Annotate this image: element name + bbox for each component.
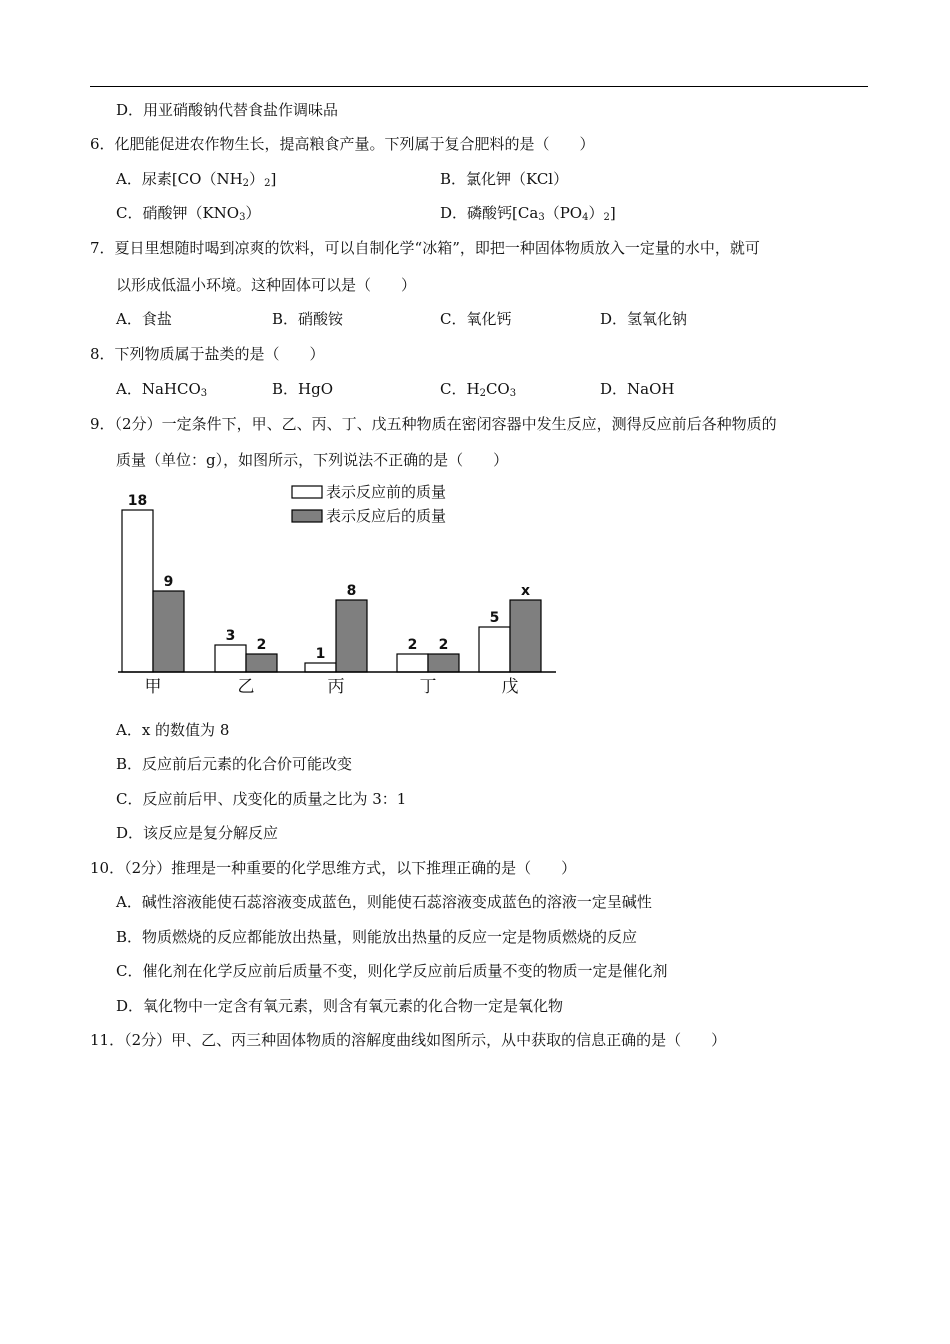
bar-label-after-1: 9 [163,574,174,590]
q7-stem-line2: 以形成低温小环境。这种固体可以是（ ） [116,276,417,294]
legend-swatch-after [292,510,322,522]
legend-swatch-before [292,486,322,498]
legend-label-before: 表示反应前的质量 [326,483,447,501]
q11-stem: 11．（2分）甲、乙、丙三种固体物质的溶解度曲线如图所示，从中获取的信息正确的是（ ） [90,1031,727,1049]
bar-after-2 [246,654,277,672]
q8-option-d: D．NaOH [600,380,675,398]
bar-label-before-2: 3 [225,628,236,644]
category-label-5: 戊 [501,677,519,697]
header-rule [90,86,868,87]
bar-label-after-4: 2 [438,637,449,653]
q9-option-b: B．反应前后元素的化合价可能改变 [116,755,353,773]
bar-after-3 [336,600,367,672]
category-label-3: 丙 [327,677,345,697]
q5-option-d: D．用亚硝酸钠代替食盐作调味品 [116,101,339,119]
bar-before-3 [305,663,336,672]
q10-option-c: C．催化剂在化学反应前后质量不变，则化学反应前后质量不变的物质一定是催化剂 [116,962,668,980]
q6-option-a: A．尿素$[CO(NH_2)_2]$ [116,170,277,189]
q10-option-d: D．氧化物中一定含有氧元素，则含有氧元素的化合物一定是氧化物 [116,997,564,1015]
q7-option-a: A．食盐 [116,310,172,328]
bar-label-before-3: 1 [315,646,326,662]
bar-after-5 [510,600,541,672]
q10-option-a: A．碱性溶液能使石蕊溶液变成蓝色，则能使石蕊溶液变成蓝色的溶液一定呈碱性 [116,893,652,911]
q9-option-a: A．x 的数值为 8 [116,721,230,739]
q9-option-c: C．反应前后甲、戊变化的质量之比为 3：1 [116,790,407,808]
chart-legend [292,483,446,525]
bar-after-1 [153,591,184,672]
q8-option-c: C．$H_2CO_3$ [440,380,517,399]
q7-option-d: D．氢氧化钠 [600,310,688,328]
category-label-1: 甲 [144,677,162,697]
q9-stem-line1: 9．（2分）一定条件下，甲、乙、丙、丁、戊五种物质在密闭容器中发生反应，测得反应前后各种物质的 [90,415,777,433]
bar-before-1 [122,510,153,672]
q8-stem: 8．下列物质属于盐类的是（ ） [90,345,325,363]
category-label-2: 乙 [237,677,255,697]
q9-option-d: D．该反应是复分解反应 [116,824,279,842]
q6-option-c: C．硝酸钾$(KNO_3)$ [116,204,261,223]
bar-label-before-4: 2 [407,637,418,653]
bar-after-4 [428,654,459,672]
q10-option-b: B．物质燃烧的反应都能放出热量，则能放出热量的反应一定是物质燃烧的反应 [116,928,638,946]
q6-option-b: B．氯化钾（KCl） [440,170,569,188]
q7-option-b: B．硝酸铵 [272,310,344,328]
q6-option-d: D．磷酸钙$[Ca_3(PO_4)_2]$ [440,204,616,223]
q10-stem: 10．（2分）推理是一种重要的化学思维方式，以下推理正确的是（ ） [90,859,577,877]
q7-option-c: C．氧化钙 [440,310,512,328]
bar-label-after-2: 2 [256,637,267,653]
q8-option-a: A．NaHCO$_3$ [116,380,208,399]
mass-bar-chart [110,480,570,705]
q9-stem-line2: 质量（单位：g），如图所示，下列说法不正确的是（ ） [116,451,509,469]
bar-label-after-5: x [520,583,531,599]
bar-before-4 [397,654,428,672]
bar-label-before-1: 18 [127,493,148,509]
bar-label-after-3: 8 [346,583,357,599]
bar-before-2 [215,645,246,672]
bar-label-before-5: 5 [489,610,500,626]
q8-option-b: B．HgO [272,380,334,398]
q7-stem-line1: 7．夏日里想随时喝到凉爽的饮料，可以自制化学“冰箱”，即把一种固体物质放入一定量的水中，就可 [90,239,760,257]
bar-before-5 [479,627,510,672]
legend-label-after: 表示反应后的质量 [326,507,447,525]
q6-stem: 6．化肥能促进农作物生长，提高粮食产量。下列属于复合肥料的是（ ） [90,135,595,153]
category-label-4: 丁 [419,677,437,697]
